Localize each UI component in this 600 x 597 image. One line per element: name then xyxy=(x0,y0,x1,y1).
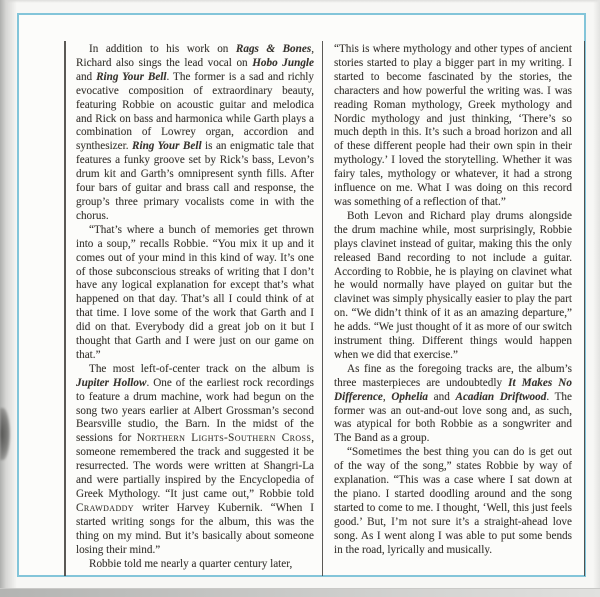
body-text: “This is where mythology and other types of ancient stories started to play a bigger part in my writing. I started to become fascinated by the stories, the characters and how powerful the writing was. I was reading Roman mythology, Greek mythology and Nordic mythology and just thinking, ‘There’s so much depth in this. It’s such a broad horizon and all of these different people had their own spin in their mythology.’ I loved the storytelling. Whether it was fairy tales, mythology or whatever, it had a strong influence on me. What I was doing on this record was something of a reflection of that.” xyxy=(334,43,572,208)
paragraph xyxy=(76,43,314,224)
body-text: Both Levon and Richard play drums alongside the drum machine while, most surprisingly, Robbie plays clavinet instead of guitar, making this the only released Band recording to not include a guitar. According to Robbie, he is playing on clavinet what he would normally have played on guitar but the clavinet was simply physically easier to play the part on. “We didn’t think of it as an amazing departure,” he adds. “We just thought of it as more of our switch instrument thing. Different things would happen when we did that exercise.” xyxy=(334,209,572,361)
body-text: is an enigmatic tale that features a funky groove set by Rick’s bass, Levon’s drum kit and Garth’s omnipresent synth fills. After four bars of guitar and brass call and response, the group’s three primary vocalists come in with the chorus. xyxy=(76,140,314,222)
body-text: “That’s where a bunch of memories get thrown into a soup,” recalls Robbie. “You mix it up and it comes out of your mind in this kind of way. It’s one of those subconscious streaks of writing that I don’t have any logical explanation for except that’s what happened on that day. That’s all I could think of at that time. I love some of the work that Garth and I did on that. Everybody did a great job on it but I thought that Garth and I were just on our game on that.” xyxy=(76,223,314,361)
body-text: and xyxy=(428,390,456,403)
paragraph xyxy=(76,558,314,572)
column-rule-right xyxy=(584,41,586,576)
paragraph xyxy=(334,210,572,363)
page-paper xyxy=(17,13,586,577)
scan-top-edge xyxy=(0,0,600,3)
small-caps-name: Crawdaddy xyxy=(76,501,134,514)
song-title: Ring Your Bell xyxy=(96,70,167,83)
column-rule-middle xyxy=(322,41,324,576)
paragraph xyxy=(76,363,314,558)
body-text: , Richard also sings the lead vocal on xyxy=(76,43,314,69)
body-text: , xyxy=(382,390,392,403)
paragraph xyxy=(334,363,572,446)
body-text: and xyxy=(76,70,97,83)
body-text: . One of the earliest rock recordings to feature a drum machine, work had begun on the song two years earlier at Albert Grossman’s second Bearsville studio, the Barn. In the midst of the sessions for xyxy=(76,376,314,445)
body-text: . The former is a sad and richly evocative composition of extraordinary beauty, featuring Robbie on acoustic guitar and melodica and Rick on bass and harmonica while Garth plays a combination of Lowrey organ, accordion and synthesizer. xyxy=(76,70,314,153)
song-title: Hobo Jungle xyxy=(252,56,314,69)
body-text: . The former was an out-and-out love song and, as such, was atypical for both Robbie as a songwriter and The Band as a group. xyxy=(334,390,572,445)
body-text: , someone remembered the track and suggested it be resurrected. The words were written at Shangri-La and were partially inspired by the Encyclopedia of Greek Mythology. “It just came out,” Robbie told xyxy=(76,432,314,500)
paragraph xyxy=(334,43,572,210)
song-title: Acadian Driftwood xyxy=(455,390,547,403)
paragraph xyxy=(334,446,572,557)
body-text: writer Harvey Kubernik. “When I started writing songs for the album, this was the thing on my mind. But it’s basically about someone losing their mind.” xyxy=(76,501,314,556)
text-column-right xyxy=(334,43,572,558)
song-title: It Makes No Difference xyxy=(334,376,572,403)
scan-right-edge-shadow xyxy=(593,0,600,597)
body-text: In addition to his work on xyxy=(89,43,236,55)
body-text: The most left-of-center track on the album is xyxy=(89,362,314,375)
song-title: Ring Your Bell xyxy=(132,140,202,153)
body-text: As fine as the foregoing tracks are, the album’s three masterpieces are undoubtedly xyxy=(334,362,572,389)
column-rule-left xyxy=(64,41,66,576)
song-title: Ophelia xyxy=(391,390,429,403)
song-title: Rags & Bones xyxy=(235,43,312,55)
song-title: Jupiter Hollow xyxy=(76,376,147,389)
paragraph xyxy=(76,224,314,363)
scan-bottom-edge xyxy=(0,588,600,597)
body-text: Robbie told me nearly a quarter century later, xyxy=(89,557,293,570)
small-caps-name: Northern Lights-Southern Cross xyxy=(136,432,312,445)
scan-left-edge-shadow xyxy=(0,0,18,597)
body-text: “Sometimes the best thing you can do is get out of the way of the song,” states Robbie by way of explanation. “This was a case where I sat down at the piano. I started doodling around and the song started to come to me. I thought, ‘Well, this just feels good.’ But, I’m not sure it’s a straight-ahead love song. As I went along I was able to put some bends in the road, lyrically and musically. xyxy=(334,446,572,556)
text-column-left xyxy=(76,43,314,571)
